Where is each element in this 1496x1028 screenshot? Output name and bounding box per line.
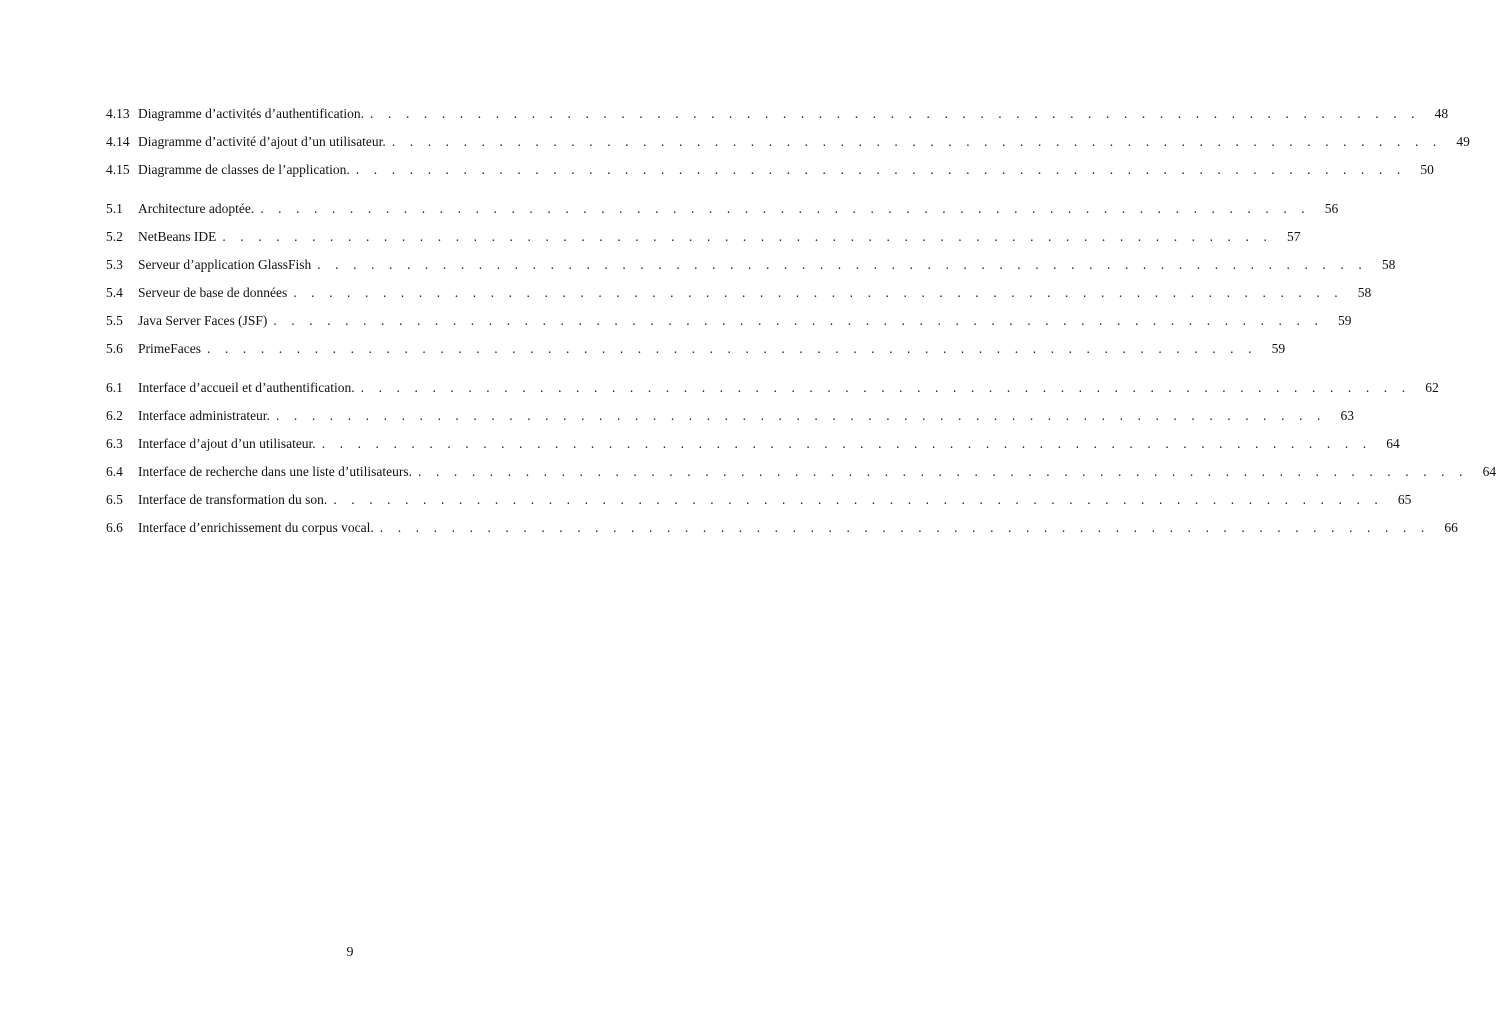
dot-leader: . . . . . . . . . . . . . . . . . . . . . . . . . . . . . . . . . . . . . . . . . . . . . . . . . . . . . . . . . . .	[355, 162, 1406, 177]
dot-leader: . . . . . . . . . . . . . . . . . . . . . . . . . . . . . . . . . . . . . . . . . . . . . . . . . . . . . . . . . . .	[293, 285, 1344, 300]
entry-number: 5.6	[106, 341, 123, 356]
entry-page: 56	[1324, 201, 1339, 216]
entry-page: 57	[1286, 229, 1301, 244]
dot-leader: . . . . . . . . . . . . . . . . . . . . . . . . . . . . . . . . . . . . . . . . . . . . . . . . . . . . . . . . . . .	[391, 134, 1442, 149]
entry-number: 6.3	[106, 436, 123, 451]
toc-entry[interactable]	[106, 255, 1396, 283]
entry-title: Serveur de base de données	[138, 285, 288, 300]
entry-page: 49	[1456, 134, 1470, 149]
dot-leader: . . . . . . . . . . . . . . . . . . . . . . . . . . . . . . . . . . . . . . . . . . . . . . . . . . . . . . . . . . .	[260, 201, 1311, 216]
toc-group-chapter-4	[106, 104, 1470, 188]
entry-page: 65	[1397, 492, 1412, 507]
dot-leader: . . . . . . . . . . . . . . . . . . . . . . . . . . . . . . . . . . . . . . . . . . . . . . . . . . . . . . . . . . .	[321, 436, 1372, 451]
toc-entry[interactable]	[106, 227, 1301, 255]
toc-entry[interactable]	[106, 339, 1286, 367]
toc-entry[interactable]	[106, 132, 1470, 160]
entry-number: 5.2	[106, 229, 123, 244]
entry-number: 6.4	[106, 464, 123, 479]
entry-title: Serveur d’application GlassFish	[138, 257, 312, 272]
entry-number: 6.2	[106, 408, 123, 423]
entry-page: 48	[1434, 106, 1449, 121]
entry-title: Diagramme d’activités d’authentification.	[138, 106, 365, 121]
dot-leader: . . . . . . . . . . . . . . . . . . . . . . . . . . . . . . . . . . . . . . . . . . . . . . . . . . . . . . . . . . .	[275, 408, 1327, 423]
entry-title: Diagramme de classes de l’application.	[138, 162, 350, 177]
entry-page: 66	[1444, 520, 1458, 535]
entry-page: 62	[1425, 380, 1439, 395]
toc-entry[interactable]	[106, 199, 1339, 227]
toc-entry[interactable]	[106, 160, 1434, 188]
entry-page: 58	[1381, 257, 1396, 272]
dot-leader: . . . . . . . . . . . . . . . . . . . . . . . . . . . . . . . . . . . . . . . . . . . . . . . . . . . . . . . . . . .	[370, 106, 1421, 121]
page-number: 9	[346, 945, 354, 960]
dot-leader: . . . . . . . . . . . . . . . . . . . . . . . . . . . . . . . . . . . . . . . . . . . . . . . . . . . . . . . . . . .	[418, 464, 1469, 479]
entry-title: Interface administrateur.	[138, 408, 270, 423]
entry-number: 6.1	[106, 380, 123, 395]
toc-entry[interactable]	[106, 283, 1372, 311]
entry-page: 64	[1386, 436, 1400, 451]
entry-page: 63	[1340, 408, 1355, 423]
entry-page: 58	[1357, 285, 1372, 300]
list-of-figures	[106, 104, 1496, 546]
dot-leader: . . . . . . . . . . . . . . . . . . . . . . . . . . . . . . . . . . . . . . . . . . . . . . . . . . . . . . . . . . .	[222, 229, 1273, 244]
entry-number: 6.5	[106, 492, 123, 507]
entry-title: Architecture adoptée.	[138, 201, 255, 216]
dot-leader: . . . . . . . . . . . . . . . . . . . . . . . . . . . . . . . . . . . . . . . . . . . . . . . . . . . . . . . . . . .	[333, 492, 1384, 507]
toc-entry[interactable]	[106, 434, 1400, 462]
dot-leader: . . . . . . . . . . . . . . . . . . . . . . . . . . . . . . . . . . . . . . . . . . . . . . . . . . . . . . . . . . .	[360, 380, 1411, 395]
toc-entry[interactable]	[106, 378, 1439, 406]
toc-entry[interactable]	[106, 406, 1355, 434]
dot-leader: . . . . . . . . . . . . . . . . . . . . . . . . . . . . . . . . . . . . . . . . . . . . . . . . . . . . . . . . . . .	[207, 341, 1258, 356]
entry-number: 6.6	[106, 520, 123, 535]
toc-entry[interactable]	[106, 462, 1496, 490]
entry-title: Interface de transformation du son.	[138, 492, 328, 507]
entry-page: 50	[1420, 162, 1434, 177]
toc-entry[interactable]	[106, 518, 1458, 546]
entry-number: 4.13	[106, 106, 130, 121]
entry-page: 59	[1337, 313, 1352, 328]
entry-title: Interface d’ajout d’un utilisateur.	[138, 436, 316, 451]
entry-title: PrimeFaces	[138, 341, 201, 356]
entry-number: 5.4	[106, 285, 123, 300]
toc-group-chapter-6	[106, 378, 1496, 546]
entry-number: 5.5	[106, 313, 123, 328]
entry-title: Interface d’enrichissement du corpus vocal.	[138, 520, 374, 535]
toc-entry[interactable]	[106, 490, 1412, 518]
entry-page: 59	[1271, 341, 1286, 356]
dot-leader: . . . . . . . . . . . . . . . . . . . . . . . . . . . . . . . . . . . . . . . . . . . . . . . . . . . . . . . . . . .	[317, 257, 1368, 272]
dot-leader: . . . . . . . . . . . . . . . . . . . . . . . . . . . . . . . . . . . . . . . . . . . . . . . . . . . . . . . . . . .	[379, 520, 1430, 535]
entry-page: 64	[1482, 464, 1496, 479]
entry-number: 4.14	[106, 134, 130, 149]
toc-entry[interactable]	[106, 311, 1352, 339]
entry-title: Interface de recherche dans une liste d’utilisateurs.	[138, 464, 412, 479]
entry-number: 5.1	[106, 201, 123, 216]
dot-leader: . . . . . . . . . . . . . . . . . . . . . . . . . . . . . . . . . . . . . . . . . . . . . . . . . . . . . . . . . . .	[273, 313, 1324, 328]
entry-number: 4.15	[106, 162, 130, 177]
entry-number: 5.3	[106, 257, 123, 272]
toc-entry[interactable]	[106, 104, 1449, 132]
entry-title: Java Server Faces (JSF)	[138, 313, 268, 328]
toc-group-chapter-5	[106, 199, 1396, 367]
entry-title: Interface d’accueil et d’authentification.	[138, 380, 355, 395]
entry-title: Diagramme d’activité d’ajout d’un utilisateur.	[138, 134, 386, 149]
entry-title: NetBeans IDE	[138, 229, 217, 244]
